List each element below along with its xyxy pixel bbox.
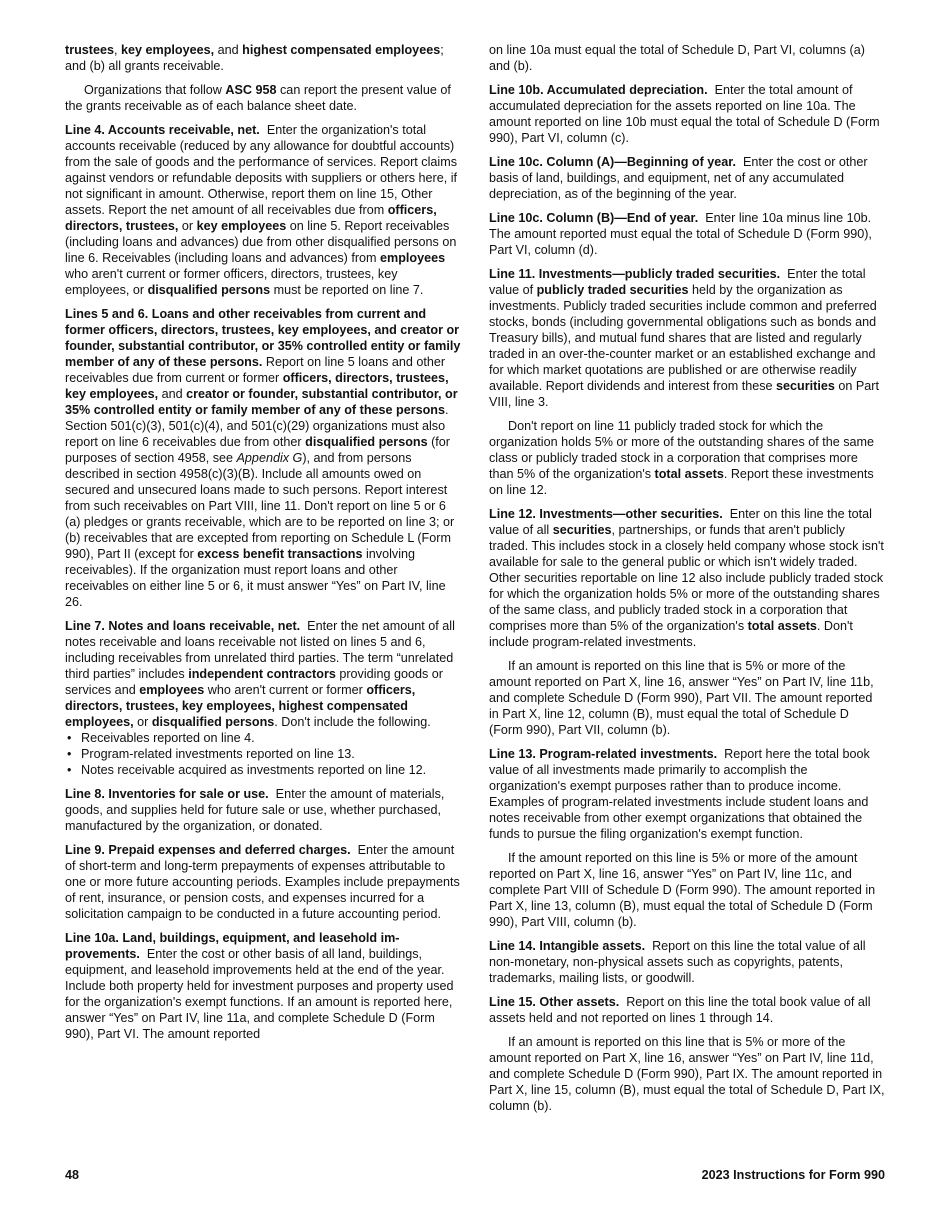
paragraph-line-13-note: If the amount reported on this line is 5% or more of the amount reported on Part X, line 16, answer “Yes” on Part IV, line 11c, and complete Part VIII of Schedule D (Form 990). The amount reported in Part X, line 13, column (B), must equal the total of Schedule D (Form 990), Part VIII, column (b). (489, 851, 876, 929)
list-item: • Program-related investments reported on line 13. (65, 746, 461, 762)
paragraph-grants-cont: trustees, key employees, and highest compensated employees; and (b) all grants receivable. (65, 43, 444, 73)
heading-line-12: Line 12. Investments—other securities. (489, 507, 723, 521)
heading-line-10c-a: Line 10c. Column (A)—Beginning of year. (489, 155, 737, 169)
body-line-12: Enter on this line the total value of all securities, partnerships, or funds that aren't publicly traded. This includes stock in a closely held company whose stock isn't available for sale to the general public or which isn't widely traded. Other securities reportable on line 12 also include publicly traded stock for which the organization holds 5% or more of the outstanding shares of the same class, and publicly traded stock in a corporation that comprises more than 5% of the organization's total assets. Don't include program-related investments. (489, 507, 884, 649)
body-line-9: Enter the amount of short-term and long-term prepayments of expenses attributable to one or more future accounting periods. Examples include prepayments of rent, insurance, or pension costs, and expenses incurred for a solicitation campaign to be conducted in a future accounting period. (65, 843, 460, 921)
section-line-10b (489, 82, 885, 146)
body-line-13: Report here the total book value of all investments made primarily to accomplish the organization's exempt purposes rather than to produce income. Examples of program-related investments include student loans and notes receivable from other exempt organizations that obtained the funds to pursue the filing organization's exempt function. (489, 747, 870, 841)
left-column (65, 42, 461, 1050)
heading-line-8: Line 8. Inventories for sale or use. (65, 787, 269, 801)
section-line-10a (65, 930, 461, 1042)
section-line-14 (489, 938, 885, 986)
body-line-7: Enter the net amount of all notes receivable and loans receivable not listed on lines 5 and 6, including receivables from unrelated third parties. The term “unrelated third parties” includes independent contractors providing goods or services and employees who aren't current or former officers, directors, trustees, key employees, highest compensated employees, or disqualified persons. Don't include the following. (65, 619, 455, 729)
section-line-10c-b (489, 210, 885, 258)
heading-line-15: Line 15. Other assets. (489, 995, 620, 1009)
section-line-12 (489, 506, 885, 650)
body-lines-5-6: Report on line 5 loans and other receivables due from current or former officers, directors, trustees, key employees, and creator or founder, substantial contributor, or 35% controlled entity or family member of any of these persons. Section 501(c)(3), 501(c)(4), and 501(c)(29) organizations must also report on line 6 receivables due from other disqualified persons (for purposes of section 4958, see Appendix G), and from persons described in section 4958(c)(3)(B). Include all amounts owed on secured and unsecured loans made to such persons. Report interest from such receivables on Part VIII, line 11. Don't report on line 5 or 6 (a) pledges or grants receivable, which are to be reported on line 3; or (b) receivables that are excepted from reporting on Schedule L (Form 990), Part II (except for excess benefit transactions involving receivables). If the organization must report loans and other receivables on either line 5 or 6, it must answer “Yes” on Part IV, line 26. (65, 355, 458, 609)
paragraph-line-11-note: Don't report on line 11 publicly traded stock for which the organization holds 5% or more of the outstanding shares of the same class or publicly traded stock in a corporation that comprises more than 5% of the organization's total assets. Report these investments on line 12. (489, 419, 875, 497)
line-7-exclusions-list (65, 730, 461, 778)
section-line-9 (65, 842, 461, 922)
section-line-4 (65, 122, 461, 298)
right-column (489, 42, 885, 1122)
heading-line-10b: Line 10b. Accumulated depreciation. (489, 83, 708, 97)
heading-line-11: Line 11. Investments—publicly traded securities. (489, 267, 781, 281)
body-line-15: Report on this line the total book value of all assets held and not reported on lines 1 through 14. (489, 995, 871, 1025)
body-line-10b: Enter the total amount of accumulated depreciation for the assets reported on line 10a. The amount reported on line 10b must equal the total of Schedule D (Form 990), Part VI, column (c). (489, 83, 880, 145)
heading-line-13: Line 13. Program-related investments. (489, 747, 718, 761)
section-lines-5-6 (65, 306, 461, 610)
section-line-8 (65, 786, 461, 834)
heading-lines-5-6: Lines 5 and 6. Loans and other receivables from current and former officers, directors, trustees, key employees, and creator or founder, substantial contributor, or 35% controlled entity or family member of any of these persons. (65, 307, 461, 369)
section-line-13 (489, 746, 885, 842)
body-line-10a: Enter the cost or other basis of all land, buildings, equipment, and leasehold improvements held at the end of the year. Include both property held for investment purposes and property used for the organization's exempt functions. If an amount is reported here, answer “Yes” on Part IV, line 11a, and complete Schedule D (Form 990), Part VI. The amount reported (65, 947, 454, 1041)
heading-line-4: Line 4. Accounts receivable, net. (65, 123, 260, 137)
section-line-11 (489, 266, 885, 410)
body-line-10c-a: Enter the cost or other basis of land, buildings, and equipment, net of any accumulated depreciation, as of the beginning of the year. (489, 155, 868, 201)
section-line-15 (489, 994, 885, 1026)
section-line-10c-a (489, 154, 885, 202)
page-number: 48 (65, 1168, 80, 1182)
paragraph-line-12-note: If an amount is reported on this line that is 5% or more of the amount reported on Part X, line 16, answer “Yes” on Part IV, line 11b, and complete Schedule D (Form 990), Part VII. The amount reported in Part X, line 12, column (B), must equal the total of Schedule D (Form 990), Part VII, column (b). (489, 659, 874, 737)
list-item: • Receivables reported on line 4. (65, 730, 461, 746)
heading-line-14: Line 14. Intangible assets. (489, 939, 646, 953)
body-line-8: Enter the amount of materials, goods, and supplies held for future sale or use, whether purchased, manufactured by the organization, or donated. (65, 787, 445, 833)
document-title: 2023 Instructions for Form 990 (701, 1168, 885, 1182)
paragraph-line-10a-cont: on line 10a must equal the total of Schedule D, Part VI, columns (a) and (b). (489, 43, 865, 73)
body-line-10c-b: Enter line 10a minus line 10b. The amount reported must equal the total of Schedule D (Form 990), Part VI, column (d). (489, 211, 872, 257)
heading-line-10c-b: Line 10c. Column (B)—End of year. (489, 211, 699, 225)
section-line-7 (65, 618, 461, 730)
paragraph-asc958: Organizations that follow ASC 958 can report the present value of the grants receivable as of each balance sheet date. (65, 83, 451, 113)
body-line-11: Enter the total value of publicly traded securities held by the organization as investments. Publicly traded securities include common and preferred stocks, bonds (including governmental obligations such as bonds and Treasury bills), and mutual fund shares that are listed and regularly traded in an over-the-counter market or an established exchange and for which market quotations are published or are otherwise readily available. Report dividends and interest from these securities on Part VIII, line 3. (489, 267, 879, 409)
heading-line-7: Line 7. Notes and loans receivable, net. (65, 619, 301, 633)
list-item: • Notes receivable acquired as investments reported on line 12. (65, 762, 461, 778)
paragraph-line-15-note: If an amount is reported on this line that is 5% or more of the amount reported on Part X, line 16, answer “Yes” on Part IV, line 11d, and complete Schedule D (Form 990), Part IX. The amount reported in Part X, line 15, column (B), must equal the total of Schedule D, Part IX, column (b). (489, 1035, 885, 1113)
heading-line-10a: Line 10a. Land, buildings, equipment, and leasehold im-provements. (65, 931, 400, 961)
body-line-14: Report on this line the total value of all non-monetary, non-physical assets such as copyrights, patents, trademarks, mailing lists, or goodwill. (489, 939, 866, 985)
heading-line-9: Line 9. Prepaid expenses and deferred charges. (65, 843, 351, 857)
body-line-4: Enter the organization's total accounts receivable (reduced by any allowance for doubtful accounts) from the sale of goods and the performance of services. Report claims against vendors or refundable deposits with suppliers or others here, if not significant in amount. Otherwise, report them on line 15, Other assets. Report the net amount of all receivables due from officers, directors, trustees, or key employees on line 5. Report receivables (including loans and advances) due from other disqualified persons on line 6. Receivables (including loans and advances) from employees who aren't current or former officers, directors, trustees, key employees, or disqualified persons must be reported on line 7. (65, 123, 458, 297)
